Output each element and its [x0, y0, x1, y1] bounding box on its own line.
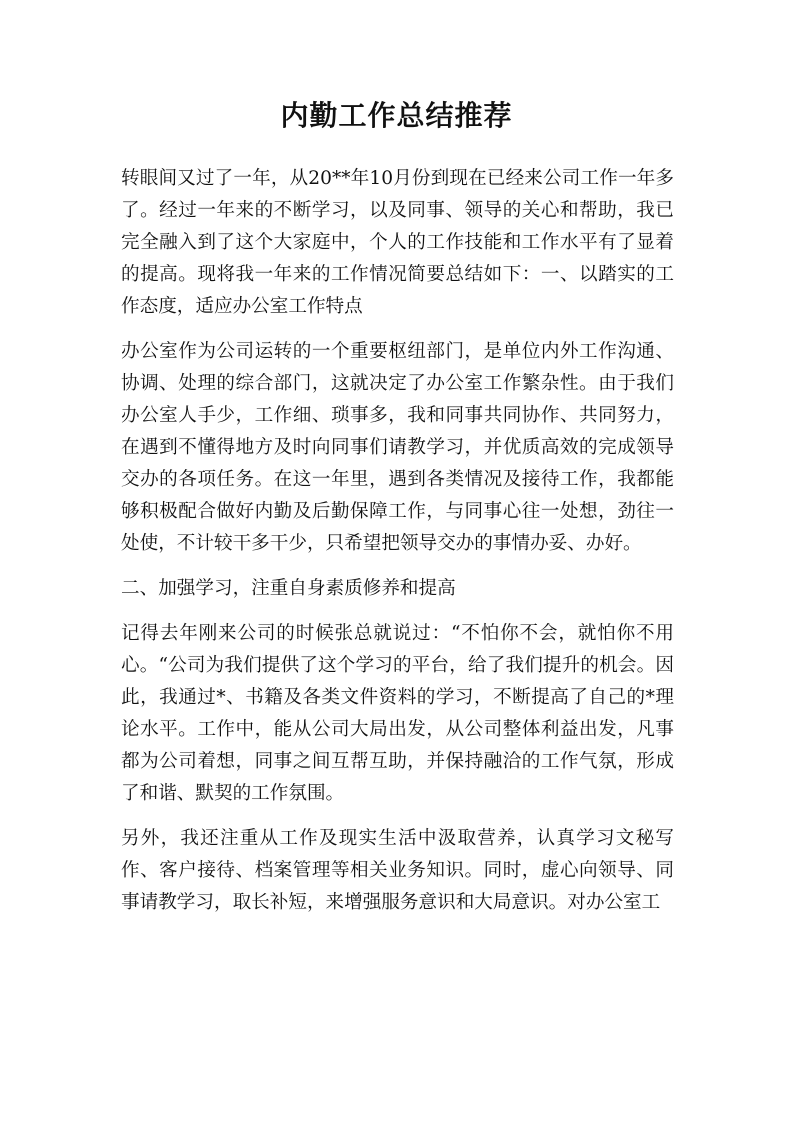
document-title: 内勤工作总结推荐 [280, 99, 513, 132]
document-body [121, 163, 674, 932]
paragraph-learning: 记得去年刚来公司的时候张总就说过：“不怕你不会，就怕你不用心。“公司为我们提供了这个学习的平台，给了我们提升的机会。因此，我通过*、书籍及各类文件资料的学习，不断提高了自己的*理论水平。工作中，能从公司大局出发，从公司整体利益出发，凡事都为公司着想，同事之间互帮互助，并保持融洽的工作气氛，形成了和谐、默契的工作氛围。 [121, 623, 674, 804]
paragraph-intro: 转眼间又过了一年，从20**年10月份到现在已经来公司工作一年多了。经过一年来的不断学习，以及同事、领导的关心和帮助，我已完全融入到了这个大家庭中，个人的工作技能和工作水平有了显着的提高。现将我一年来的工作情况简要总结如下：一、以踏实的工作态度，适应办公室工作特点 [121, 168, 674, 317]
paragraph-office-work: 办公室作为公司运转的一个重要枢纽部门，是单位内外工作沟通、协调、处理的综合部门，这就决定了办公室工作繁杂性。由于我们办公室人手少，工作细、琐事多，我和同事共同协作、共同努力，在遇到不懂得地方及时向同事们请教学习，并优质高效的完成领导交办的各项任务。在这一年里，遇到各类情况及接待工作，我都能够积极配合做好内勤及后勤保障工作，与同事心往一处想，劲往一处使，不计较干多干少，只希望把领导交办的事情办妥、办好。 [121, 341, 674, 554]
section-heading-learning: 二、加强学习，注重自身素质修养和提高 [121, 578, 456, 599]
paragraph-additional: 另外，我还注重从工作及现实生活中汲取营养，认真学习文秘写作、客户接待、档案管理等相关业务知识。同时，虚心向领导、同事请教学习，取长补短，来增强服务意识和大局意识。对办公室工 [121, 828, 674, 913]
